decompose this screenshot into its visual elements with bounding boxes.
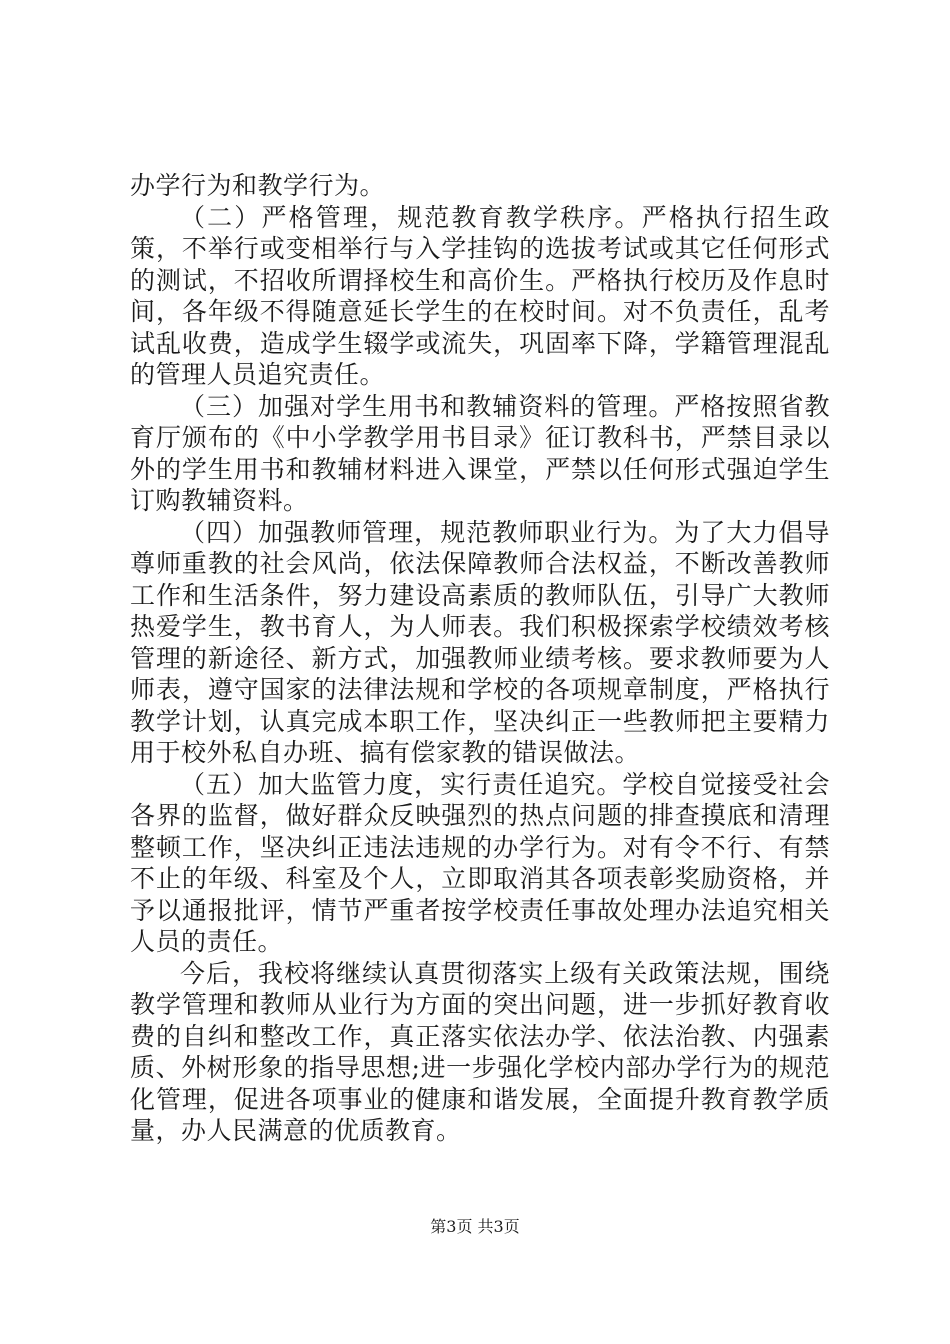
paragraph-section-5: （五）加大监管力度，实行责任追究。学校自觉接受社会各界的监督，做好群众反映强烈的热点问题的排查摸底和清理整顿工作，坚决纠正违法违规的办学行为。对有令不行、有禁不止的年级、科室及个人，立即取消其各项表彰奖励资格，并予以通报批评，情节严重者按学校责任事故处理办法追究相关人员的责任。 bbox=[130, 769, 830, 956]
paragraph-conclusion: 今后，我校将继续认真贯彻落实上级有关政策法规，围绕教学管理和教师从业行为方面的突出问题，进一步抓好教育收费的自纠和整改工作，真正落实依法办学、依法治教、内强素质、外树形象的指导思想;进一步强化学校内部办学行为的规范化管理，促进各项事业的健康和谐发展，全面提升教育教学质量，办人民满意的优质教育。 bbox=[130, 958, 830, 1145]
paragraph-section-4: （四）加强教师管理，规范教师职业行为。为了大力倡导尊师重教的社会风尚，依法保障教师合法权益，不断改善教师工作和生活条件，努力建设高素质的教师队伍，引导广大教师热爱学生，教书育人，为人师表。我们积极探索学校绩效考核管理的新途径、新方式，加强教师业绩考核。要求教师要为人师表，遵守国家的法律法规和学校的各项规章制度，严格执行教学计划，认真完成本职工作，坚决纠正一些教师把主要精力用于校外私自办班、搞有偿家教的错误做法。 bbox=[130, 517, 830, 767]
document-body bbox=[130, 170, 830, 1147]
paragraph-section-3: （三）加强对学生用书和教辅资料的管理。严格按照省教育厅颁布的《中小学教学用书目录》征订教科书，严禁目录以外的学生用书和教辅材料进入课堂，严禁以任何形式强迫学生订购教辅资料。 bbox=[130, 391, 830, 515]
page-footer bbox=[0, 1214, 950, 1237]
paragraph-section-2: （二）严格管理，规范教育教学秩序。严格执行招生政策，不举行或变相举行与入学挂钩的选拔考试或其它任何形式的测试，不招收所谓择校生和高价生。严格执行校历及作息时间，各年级不得随意延长学生的在校时间。对不负责任，乱考试乱收费，造成学生辍学或流失，巩固率下降，学籍管理混乱的管理人员追究责任。 bbox=[130, 202, 830, 389]
paragraph-continuation: 办学行为和教学行为。 bbox=[130, 171, 386, 200]
page-number: 第3页 共3页 bbox=[430, 1217, 520, 1236]
